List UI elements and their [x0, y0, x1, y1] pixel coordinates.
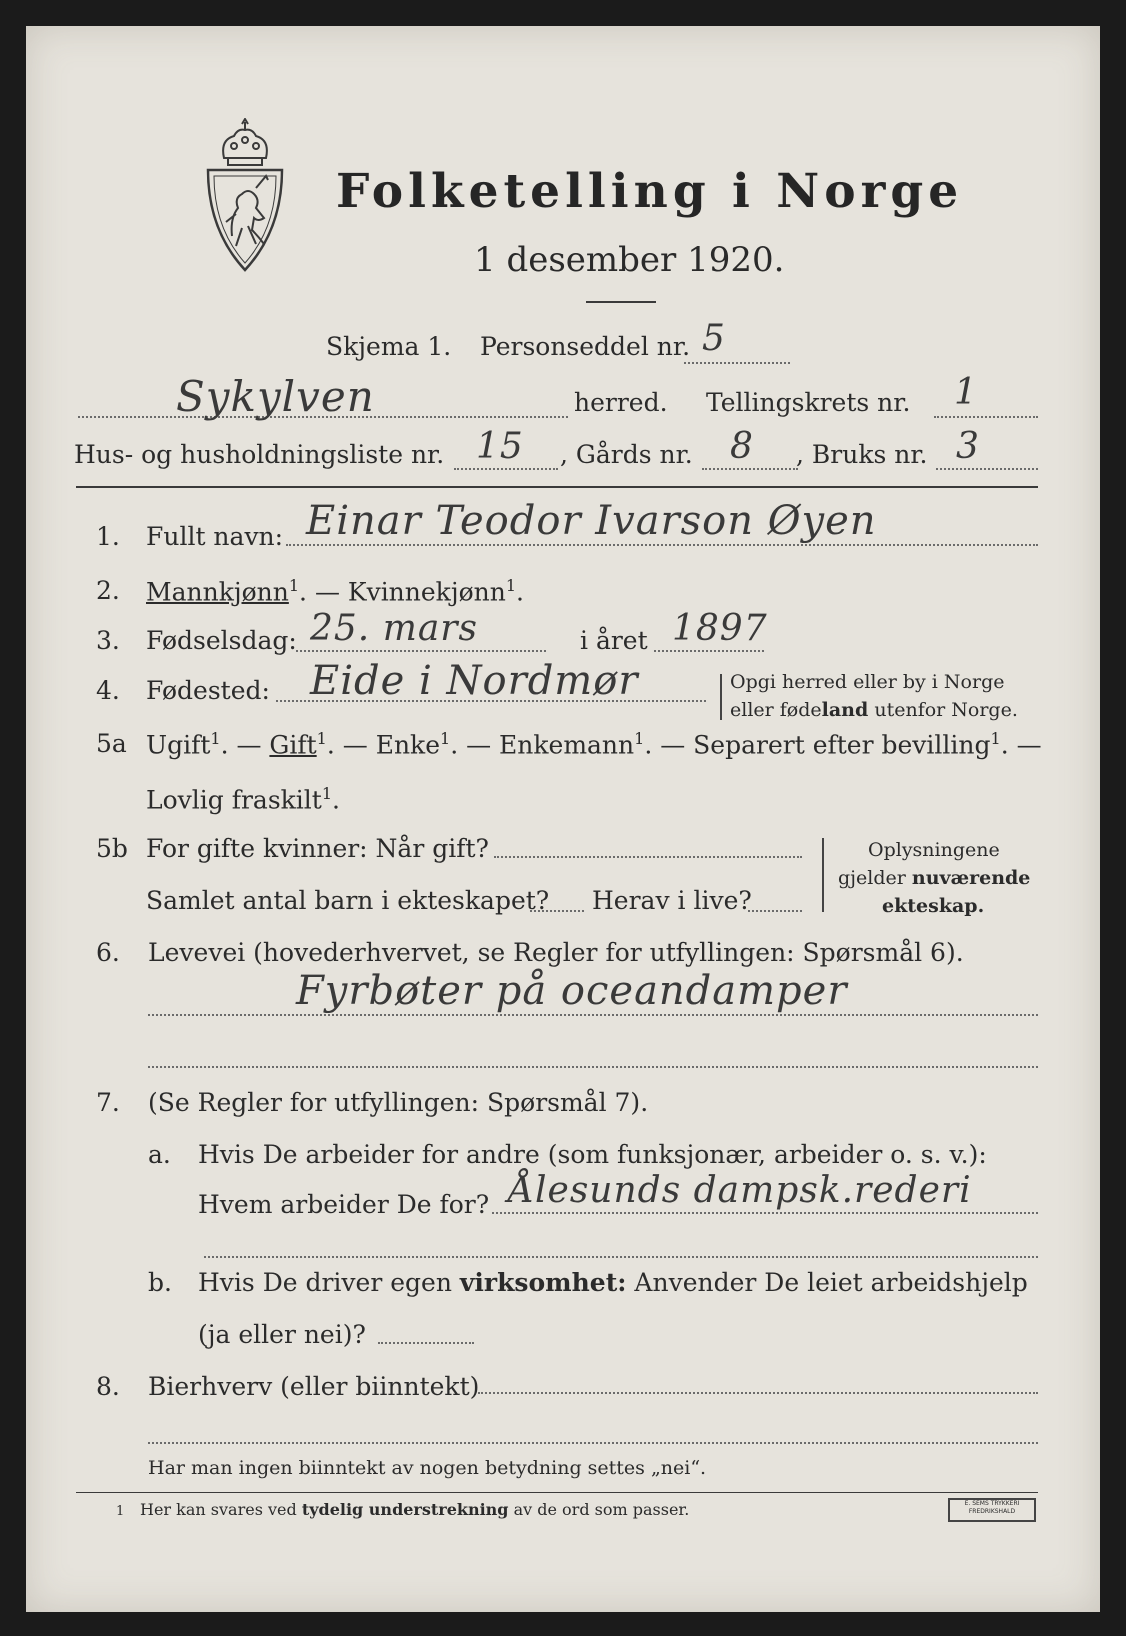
personseddel-field: [684, 362, 790, 364]
q4-value: Eide i Nordmør: [310, 658, 639, 704]
q3-date-field: [296, 650, 546, 652]
q2-options: Mannkjønn$^1$. — Kvinnekjønn$^1$.: [146, 576, 524, 607]
bruks-label: , Bruks nr.: [796, 440, 928, 469]
q4-note-2c: utenfor Norge.: [868, 699, 1018, 721]
q3-year-value: 1897: [672, 608, 768, 649]
footnote-b: tydelig understrekning: [301, 1500, 509, 1519]
krets-value: 1: [954, 372, 978, 413]
form-title: Folketelling i Norge: [336, 164, 964, 219]
q3-number: 3.: [96, 626, 120, 655]
q5a-sup-1: 1: [210, 729, 221, 748]
q7a-label-2: Hvem arbeider De for?: [198, 1190, 490, 1219]
q5a-sup-5: 1: [990, 729, 1001, 748]
q6-field-1: [148, 1014, 1038, 1016]
q5b-note-1: Oplysningene: [868, 839, 1000, 861]
q2-end: .: [516, 577, 524, 607]
q5a-options: [146, 729, 1042, 760]
q5a-dash-4: . —: [644, 730, 694, 760]
q7b-label-1b: virksomhet:: [459, 1268, 627, 1297]
q3-label: Fødselsdag:: [146, 626, 297, 655]
q4-note-2a: eller føde: [730, 699, 822, 721]
gards-value: 8: [730, 426, 754, 467]
hus-value: 15: [476, 426, 524, 467]
footnote-c: av de ord som passer.: [508, 1500, 690, 1519]
q6-label: Levevei (hovederhvervet, se Regler for utfyllingen: Spørsmål 6).: [148, 938, 964, 967]
personseddel-value: 5: [702, 318, 726, 359]
q5b-when-field: [494, 856, 802, 858]
q2-kvinne: Kvinnekjønn: [347, 577, 506, 607]
q7a-value: Ålesunds dampsk.rederi: [508, 1170, 972, 1211]
q7a-field-1: [492, 1212, 1038, 1214]
footer-rule: [76, 1492, 1038, 1493]
q5a-enkemann: Enkemann: [499, 730, 635, 760]
q4-note-2b: land: [821, 699, 869, 721]
q3-date-value: 25. mars: [310, 608, 478, 649]
q5a-ugift: Ugift: [146, 730, 211, 760]
q8-number: 8.: [96, 1372, 120, 1401]
q5a-dash-1: . —: [220, 730, 270, 760]
q6-value: Fyrbøter på oceandamper: [296, 968, 848, 1014]
q5b-note-3: ekteskap.: [882, 895, 985, 917]
gards-field: [702, 468, 798, 470]
q2-separator: . —: [299, 577, 348, 607]
header-rule: [76, 486, 1038, 488]
herred-value: Sykylven: [176, 372, 375, 421]
q7b-label-1c: Anvender De leiet arbeidshjelp: [626, 1268, 1028, 1297]
herred-label: herred.: [574, 388, 668, 417]
footnote-text: [140, 1500, 689, 1520]
q7b-label-2: (ja eller nei)?: [198, 1320, 366, 1349]
q2-mann: Mannkjønn: [146, 577, 289, 607]
q4-note-line1: Opgi herred eller by i Norge: [730, 671, 1005, 693]
q5a-number: 5a: [96, 729, 127, 758]
q5a-sup-6: 1: [321, 784, 333, 803]
coat-of-arms-icon: [202, 118, 288, 278]
bruks-field: [936, 468, 1038, 470]
q5b-alive-label: Herav i live?: [592, 886, 752, 915]
census-date: 1 desember 1920.: [474, 240, 785, 280]
q5a-line2: [146, 784, 340, 815]
krets-label: Tellingskrets nr.: [706, 388, 911, 417]
q5b-note-2b: nuværende: [911, 867, 1031, 889]
q5a-dash-3: . —: [450, 730, 500, 760]
q8-field-2: [148, 1442, 1038, 1444]
q7b-number: b.: [148, 1268, 172, 1297]
printer-mark: [948, 1498, 1036, 1522]
census-form: [26, 26, 1100, 1612]
footnote-a: Her kan svares ved: [140, 1500, 302, 1519]
q5b-note-brace: [822, 838, 824, 912]
q5a-gift: Gift: [269, 730, 317, 760]
q7b-label-1a: Hvis De driver egen: [198, 1268, 460, 1297]
q7a-field-2: [204, 1256, 1038, 1258]
q1-number: 1.: [96, 522, 120, 551]
q8-label: Bierhverv (eller biinntekt): [148, 1372, 480, 1401]
q4-note-brace: [720, 674, 722, 720]
q3-year-label: i året: [580, 626, 648, 655]
q5b-number: 5b: [96, 834, 128, 863]
q4-note-line2: [730, 698, 1018, 722]
q7-number: 7.: [96, 1088, 120, 1117]
q5a-dash-2: . —: [326, 730, 376, 760]
q1-label: Fullt navn:: [146, 522, 284, 551]
printer-line-1: E. SEMS TRYKKERI: [964, 1500, 1020, 1507]
q1-value: Einar Teodor Ivarson Øyen: [306, 498, 877, 544]
q7a-label-1: Hvis De arbeider for andre (som funksjonær, arbeider o. s. v.):: [198, 1140, 987, 1169]
gards-label: , Gårds nr.: [560, 440, 693, 469]
q6-field-2: [148, 1066, 1038, 1068]
q5b-note-2: [838, 866, 1030, 890]
printer-line-2: FREDRIKSHALD: [968, 1508, 1016, 1515]
q3-year-field: [654, 650, 764, 652]
q5a-enke: Enke: [375, 730, 440, 760]
q5a-separert: Separert efter bevilling: [693, 730, 991, 760]
q8-field-1: [478, 1392, 1038, 1394]
hus-field: [454, 468, 558, 470]
q4-number: 4.: [96, 676, 120, 705]
q2-number: 2.: [96, 576, 120, 605]
q5b-children-field: [530, 910, 584, 912]
personseddel-label: Personseddel nr.: [480, 332, 691, 361]
q7a-number: a.: [148, 1140, 171, 1169]
q5b-note-2a: gjelder: [838, 867, 912, 889]
q7b-field: [378, 1342, 474, 1344]
q5b-alive-field: [748, 910, 802, 912]
q5a-sup-3: 1: [440, 729, 451, 748]
q5b-children-label: Samlet antal barn i ekteskapet?: [146, 886, 550, 915]
footnote-mark: 1: [116, 1504, 125, 1519]
bruks-value: 3: [956, 426, 980, 467]
q5a-sup-4: 1: [634, 729, 645, 748]
q6-number: 6.: [96, 938, 120, 967]
q5b-when-label: For gifte kvinner: Når gift?: [146, 834, 489, 863]
q7b-label-1: [198, 1268, 1028, 1298]
q4-label: Fødested:: [146, 676, 270, 705]
skjema-label: Skjema 1.: [326, 332, 452, 361]
q7-label: (Se Regler for utfyllingen: Spørsmål 7).: [148, 1088, 649, 1117]
title-divider: [586, 301, 656, 303]
footer-note: Har man ingen biinntekt av nogen betydning settes „nei“.: [148, 1457, 707, 1479]
q5a-end: .: [332, 785, 340, 815]
q5a-sup-2: 1: [316, 729, 327, 748]
q5a-lovlig: Lovlig fraskilt: [146, 785, 322, 815]
q5a-dash-end: . —: [1000, 730, 1042, 760]
krets-field: [934, 416, 1038, 418]
hus-label: Hus- og husholdningsliste nr.: [74, 440, 445, 469]
q1-field: [286, 544, 1038, 546]
